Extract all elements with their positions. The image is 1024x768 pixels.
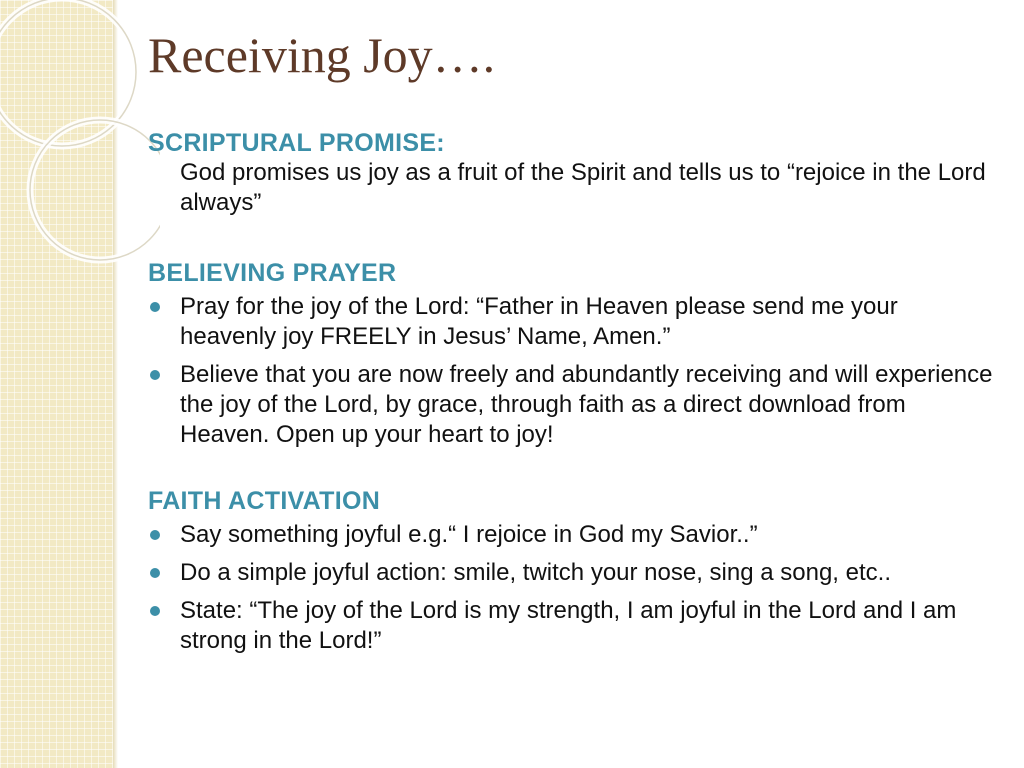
section-heading: BELIEVING PRAYER — [148, 259, 397, 287]
bullet-dot-icon — [150, 568, 160, 578]
bullet-list — [148, 292, 998, 450]
section-believing-prayer — [148, 258, 998, 450]
bullet-dot-icon — [150, 606, 160, 616]
section-heading: FAITH ACTIVATION — [148, 487, 381, 515]
bullet-list — [148, 520, 998, 656]
slide-body — [148, 128, 998, 664]
list-item-text: Do a simple joyful action: smile, twitch your nose, sing a song, etc.. — [180, 559, 891, 586]
section-faith-activation — [148, 486, 998, 656]
list-item-text: State: “The joy of the Lord is my strength, I am joyful in the Lord and I am strong in the Lord!” — [180, 597, 957, 654]
list-item-text: Pray for the joy of the Lord: “Father in Heaven please send me your heavenly joy FREELY in Jesus’ Name, Amen.” — [180, 293, 898, 350]
bullet-dot-icon — [150, 302, 160, 312]
spacer — [148, 218, 998, 258]
list-item — [148, 558, 998, 588]
promise-text: God promises us joy as a fruit of the Spirit and tells us to “rejoice in the Lord always” — [180, 159, 986, 216]
list-item-text: Say something joyful e.g.“ I rejoice in God my Savior..” — [180, 521, 758, 548]
decorative-rings-icon — [0, 0, 160, 280]
list-item-text: Believe that you are now freely and abundantly receiving and will experience the joy of the Lord, by grace, through faith as a direct download from Heaven. Open up your heart to joy! — [180, 361, 993, 448]
list-item — [148, 520, 998, 550]
spacer — [148, 458, 998, 486]
bullet-dot-icon — [150, 530, 160, 540]
list-item — [148, 596, 998, 656]
section-heading: SCRIPTURAL PROMISE: — [148, 129, 445, 157]
list-item — [148, 292, 998, 352]
list-item — [148, 360, 998, 450]
slide-title: Receiving Joy…. — [148, 27, 496, 83]
section-scriptural-promise — [148, 128, 998, 218]
bullet-dot-icon — [150, 370, 160, 380]
